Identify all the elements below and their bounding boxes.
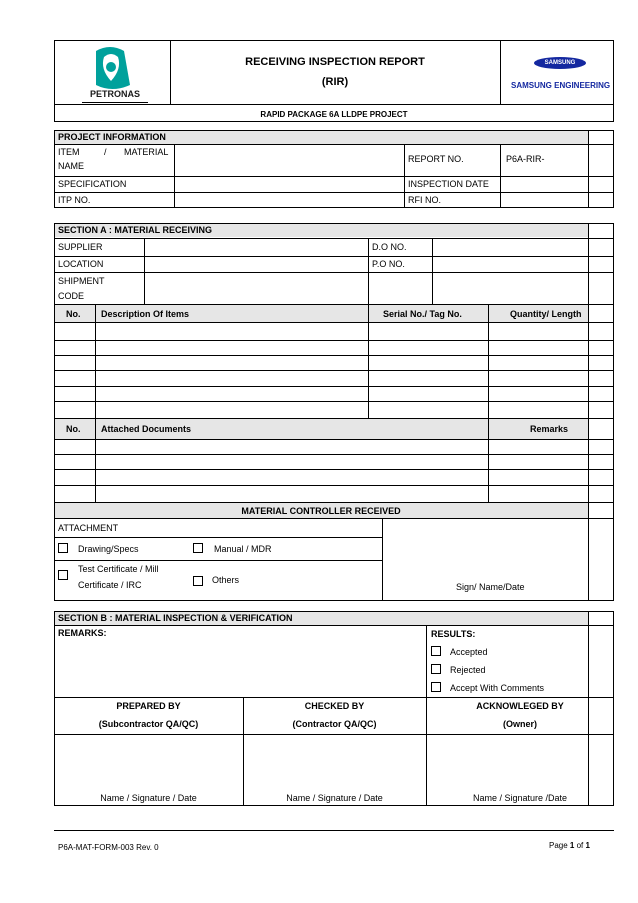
sa-vline-2 bbox=[368, 238, 369, 304]
items-row-3 bbox=[54, 370, 614, 371]
page-number bbox=[549, 840, 590, 851]
header-sep-left bbox=[170, 40, 171, 104]
form-number: P6A-MAT-FORM-003 Rev. 0 bbox=[58, 843, 159, 852]
items-col-no: No. bbox=[66, 309, 81, 319]
header-divider bbox=[54, 104, 614, 105]
controller-line bbox=[54, 518, 614, 519]
items-row-2 bbox=[54, 355, 614, 356]
po-no-label: P.O NO. bbox=[372, 259, 405, 269]
checked-by-sub: (Contractor QA/QC) bbox=[292, 719, 377, 729]
report-no-label: REPORT NO. bbox=[408, 154, 464, 164]
accept-with-comments-label: Accept With Comments bbox=[450, 683, 545, 693]
remarks-label: REMARKS: bbox=[58, 628, 107, 638]
prepared-by-sub: (Subcontractor QA/QC) bbox=[98, 719, 199, 729]
manual-mdr-checkbox[interactable] bbox=[193, 543, 203, 553]
pi-vline-4 bbox=[588, 130, 589, 208]
items-row-5 bbox=[54, 401, 614, 402]
test-certificate-checkbox[interactable] bbox=[58, 570, 68, 580]
page-prefix: Page bbox=[549, 841, 570, 850]
items-head-top bbox=[54, 304, 614, 305]
prepared-sig-label: Name / Signature / Date bbox=[100, 793, 197, 803]
report-no-value: P6A-RIR- bbox=[506, 154, 545, 164]
rfi-no-label: RFI NO. bbox=[408, 195, 441, 205]
docs-row-3 bbox=[54, 485, 614, 486]
drawing-specs-label: Drawing/Specs bbox=[78, 544, 139, 554]
petronas-logo-icon bbox=[80, 45, 150, 93]
inspection-date-label: INSPECTION DATE bbox=[408, 179, 489, 189]
items-head-bottom bbox=[54, 322, 614, 323]
docs-col-no: No. bbox=[66, 424, 81, 434]
test-certificate-label-2: Certificate / IRC bbox=[78, 580, 142, 590]
accept-with-comments-checkbox[interactable] bbox=[431, 682, 441, 692]
manual-mdr-label: Manual / MDR bbox=[214, 544, 272, 554]
sa-line-1 bbox=[54, 238, 614, 239]
docs-col-2 bbox=[488, 418, 489, 502]
attachment-row-line bbox=[54, 560, 382, 561]
sb-sig-top bbox=[54, 697, 614, 698]
petronas-logo bbox=[80, 45, 150, 103]
item-label-d: NAME bbox=[58, 161, 85, 171]
header-sep-right bbox=[500, 40, 501, 104]
accepted-label: Accepted bbox=[450, 647, 488, 657]
specification-label: SPECIFICATION bbox=[58, 179, 127, 189]
section-b-heading: SECTION B : MATERIAL INSPECTION & VERIFICATION bbox=[58, 613, 293, 623]
samsung-logo-brand: SAMSUNG bbox=[544, 60, 576, 66]
sb-line-1 bbox=[54, 625, 614, 626]
attachment-label: ATTACHMENT bbox=[58, 523, 119, 533]
sa-vline-1 bbox=[144, 238, 145, 304]
shipment-code-label-2: CODE bbox=[58, 291, 85, 301]
sb-vline-results bbox=[426, 625, 427, 697]
attachment-line bbox=[54, 537, 382, 538]
page-total: 1 bbox=[585, 841, 590, 850]
acknowledged-by-sub: (Owner) bbox=[502, 719, 537, 729]
shipment-code-label-1: SHIPMENT bbox=[58, 276, 105, 286]
others-label: Others bbox=[212, 575, 240, 585]
docs-col-1 bbox=[95, 418, 96, 502]
items-col-1 bbox=[95, 304, 96, 418]
pi-line-1 bbox=[54, 144, 614, 145]
controller-heading: MATERIAL CONTROLLER RECEIVED bbox=[241, 506, 401, 516]
acknowledged-by-label: ACKNOWLEGED BY bbox=[476, 701, 564, 711]
report-title-abbrev: (RIR) bbox=[321, 76, 349, 88]
docs-col-attached: Attached Documents bbox=[101, 424, 192, 434]
page-of: of bbox=[574, 841, 586, 850]
items-col-quantity: Quantity/ Length bbox=[510, 309, 582, 319]
sa-vline-3 bbox=[432, 238, 433, 304]
sa-line-3 bbox=[54, 272, 614, 273]
footer-line bbox=[54, 830, 614, 831]
report-title: RECEIVING INSPECTION REPORT bbox=[245, 56, 425, 68]
sb-sig-head-bottom bbox=[54, 734, 614, 735]
sa-vline-4 bbox=[588, 223, 589, 601]
docs-row-1 bbox=[54, 454, 614, 455]
project-subtitle: RAPID PACKAGE 6A LLDPE PROJECT bbox=[260, 110, 408, 119]
items-col-description: Description Of Items bbox=[101, 309, 190, 319]
pi-line-3 bbox=[54, 192, 614, 193]
drawing-specs-checkbox[interactable] bbox=[58, 543, 68, 553]
controller-sep bbox=[382, 518, 383, 601]
itp-no-label: ITP NO. bbox=[58, 195, 91, 205]
accepted-checkbox[interactable] bbox=[431, 646, 441, 656]
location-label: LOCATION bbox=[58, 259, 104, 269]
samsung-logo-text: SAMSUNG ENGINEERING bbox=[511, 81, 611, 90]
docs-col-remarks: Remarks bbox=[530, 424, 569, 434]
petronas-logo-text: PETRONAS bbox=[89, 89, 140, 99]
docs-head-bottom bbox=[54, 439, 614, 440]
rejected-checkbox[interactable] bbox=[431, 664, 441, 674]
items-col-2 bbox=[368, 304, 369, 418]
sa-line-2 bbox=[54, 256, 614, 257]
items-row-1 bbox=[54, 340, 614, 341]
item-label-b: / bbox=[104, 147, 107, 157]
checked-sig-label: Name / Signature / Date bbox=[286, 793, 383, 803]
project-info-heading: PROJECT INFORMATION bbox=[58, 132, 166, 142]
rejected-label: Rejected bbox=[450, 665, 486, 675]
petronas-underline bbox=[82, 102, 148, 103]
items-row-4 bbox=[54, 386, 614, 387]
items-col-3 bbox=[488, 304, 489, 418]
sb-sig-col-2 bbox=[426, 697, 427, 806]
item-label-c: MATERIAL bbox=[124, 147, 169, 157]
others-checkbox[interactable] bbox=[193, 576, 203, 586]
section-a-heading: SECTION A : MATERIAL RECEIVING bbox=[58, 225, 213, 235]
pi-line-2 bbox=[54, 176, 614, 177]
checked-by-label: CHECKED BY bbox=[304, 701, 365, 711]
sb-sig-col-1 bbox=[243, 697, 244, 806]
do-no-label: D.O NO. bbox=[372, 242, 407, 252]
acknowledged-sig-label: Name / Signature /Date bbox=[472, 793, 568, 803]
prepared-by-label: PREPARED BY bbox=[116, 701, 181, 711]
test-certificate-label-1: Test Certificate / Mill bbox=[78, 564, 159, 574]
sign-name-date-label: Sign/ Name/Date bbox=[456, 582, 525, 592]
pi-vline-3 bbox=[500, 144, 501, 208]
pi-vline-1 bbox=[174, 144, 175, 208]
items-col-serial: Serial No./ Tag No. bbox=[383, 309, 462, 319]
page-current: 1 bbox=[569, 841, 575, 850]
pi-vline-2 bbox=[404, 144, 405, 208]
item-label-a: ITEM bbox=[58, 147, 80, 157]
results-label: RESULTS: bbox=[431, 629, 476, 639]
docs-row-2 bbox=[54, 469, 614, 470]
samsung-logo bbox=[511, 56, 611, 92]
supplier-label: SUPPLIER bbox=[58, 242, 103, 252]
